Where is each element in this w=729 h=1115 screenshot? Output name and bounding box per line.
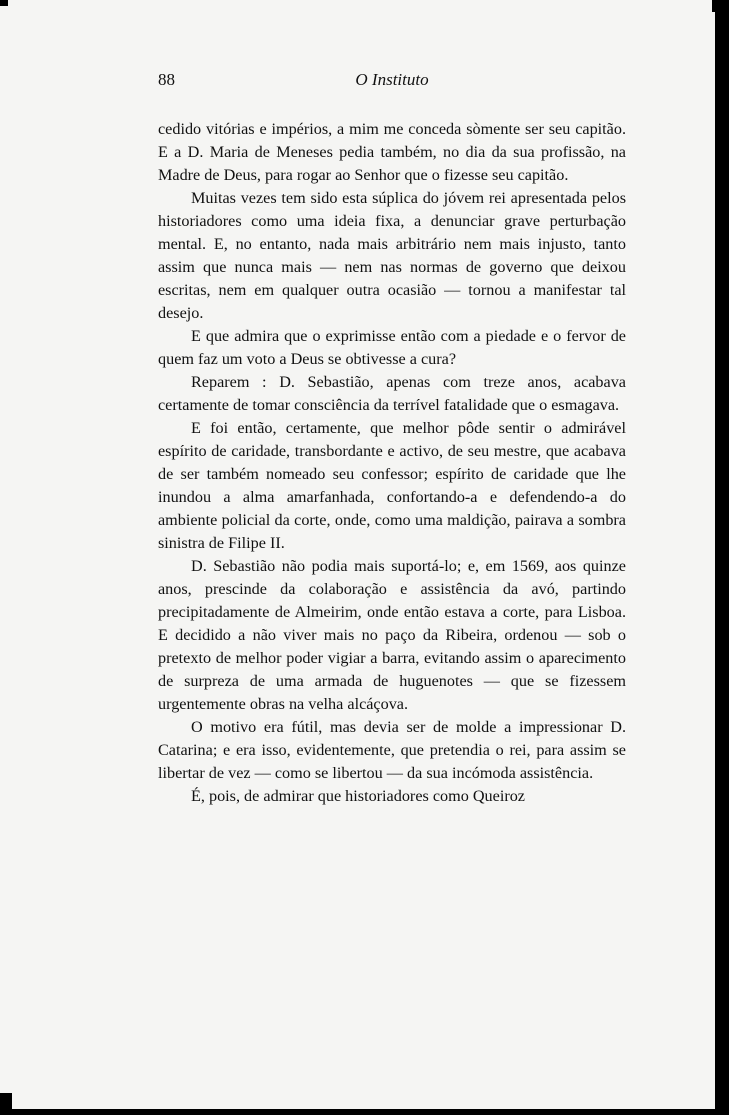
scan-border (0, 0, 8, 6)
paragraph: É, pois, de admirar que historiadores como Queiroz (191, 787, 525, 805)
scan-border (0, 1093, 12, 1115)
body-text (158, 118, 626, 808)
paragraph: D. Sebastião não podia mais suportá-lo; e, em 1569, aos quinze anos, prescinde da colaboração e assistência da avó, partindo precipitadamente de Almeirim, onde então estava a corte, para Lisboa. E decidido a não viver mais no paço da Ribeira, ordenou — sob o pretexto de melhor poder vigiar a barra, evitando assim o aparecimento de surpreza de uma armada de huguenotes — que se fizessem urgentemente obras na velha alcáçova. (158, 557, 626, 713)
paragraph: cedido vitórias e impérios, a mim me conceda sòmente ser seu capitão. E a D. Maria de Meneses pedia também, no dia da sua profissão, na Madre de Deus, para rogar ao Senhor que o fizesse seu capitão. (158, 120, 626, 184)
paragraph: Muitas vezes tem sido esta súplica do jóvem rei apresentada pelos historiadores como uma ideia fixa, a denunciar grave perturbação mental. E, no entanto, nada mais arbitrário nem mais injusto, tanto assim que nunca mais — nem nas normas de governo que deixou escritas, nem em qualquer outra ocasião — tornou a manifestar tal desejo. (158, 189, 626, 322)
running-title: O Instituto (355, 70, 429, 89)
scan-border (0, 1109, 729, 1115)
paragraph: E que admira que o exprimisse então com a piedade e o fervor de quem faz um voto a Deus se obtivesse a cura? (158, 327, 626, 368)
paragraph: O motivo era fútil, mas devia ser de molde a impressionar D. Catarina; e era isso, evidentemente, que pretendia o rei, para assim se libertar de vez — como se libertou — da sua incómoda assistência. (158, 718, 626, 782)
page-number: 88 (158, 70, 175, 89)
paragraph: Reparem : D. Sebastião, apenas com treze anos, acabava certamente de tomar consciência da terrível fatalidade que o esmagava. (158, 373, 626, 414)
paragraph: E foi então, certamente, que melhor pôde sentir o admirável espírito de caridade, transbordante e activo, de seu mestre, que acabava de ser também nomeado seu confessor; espírito de caridade que lhe inundou a alma amarfanhada, confortando-a e defendendo-a do ambiente policial da corte, onde, como uma maldição, pairava a sombra sinistra de Filipe II. (158, 419, 626, 552)
scan-border (715, 0, 729, 1115)
page-header (158, 70, 626, 96)
